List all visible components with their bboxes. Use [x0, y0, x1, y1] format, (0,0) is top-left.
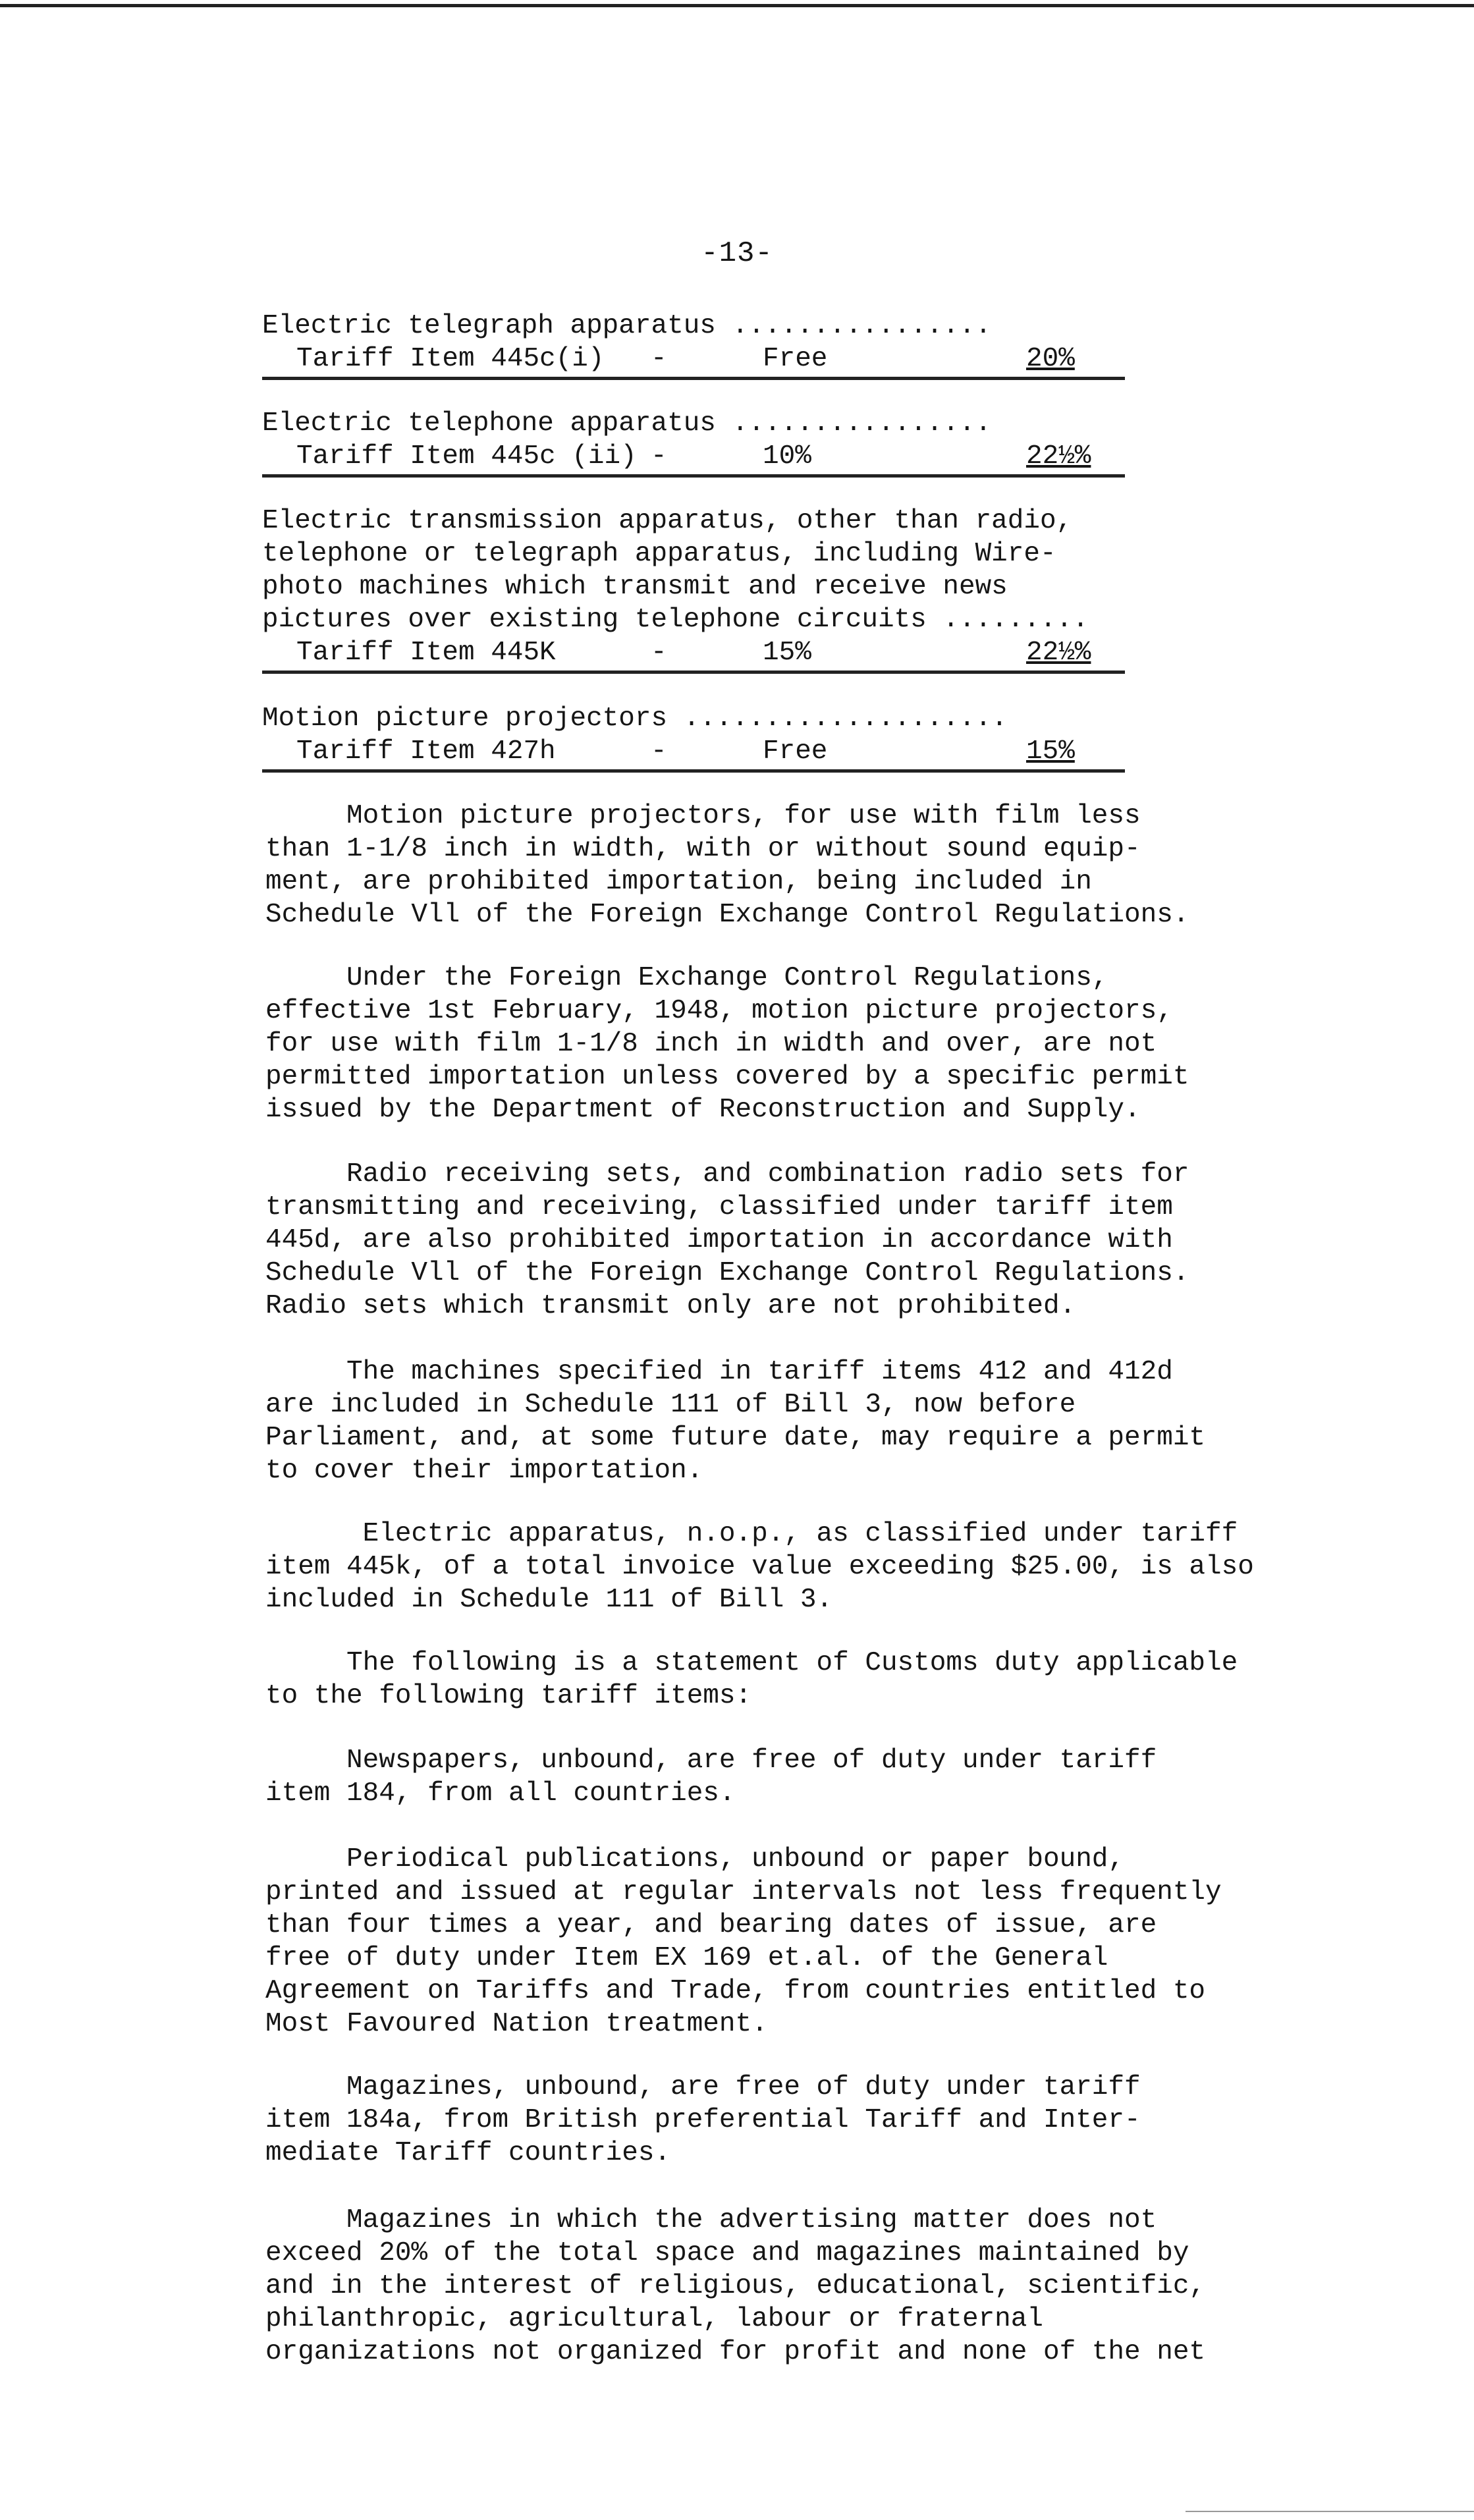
tariff-row [262, 342, 1125, 380]
page-number: -13- [701, 237, 773, 270]
paragraph-line: Under the Foreign Exchange Control Regulations, [265, 963, 1108, 993]
paragraph-line: 445d, are also prohibited importation in accordance with [265, 1225, 1173, 1255]
paragraph-line: permitted importation unless covered by a specific permit [265, 1062, 1189, 1092]
paragraph-line: to the following tariff items: [265, 1681, 752, 1711]
tariff-rate-preferential: 10% [763, 441, 811, 472]
paragraph-line: ment, are prohibited importation, being included in [265, 867, 1092, 897]
paragraph-electric-apparatus [265, 1518, 1293, 1616]
tariff-block-projectors [262, 702, 1125, 773]
tariff-rate-general: 22½% [1026, 441, 1091, 472]
tariff-block-transmission [262, 505, 1125, 674]
tariff-row [262, 440, 1125, 478]
paragraph-line: exceed 20% of the total space and magazines maintained by [265, 2238, 1189, 2268]
paragraph-projectors-prohibited [265, 800, 1293, 931]
paragraph-foreign-exchange [265, 962, 1293, 1126]
tariff-description-line: photo machines which transmit and receive news [262, 572, 1008, 602]
tariff-dash: - [651, 441, 667, 472]
paragraph-periodicals [265, 1843, 1293, 2041]
paragraph-line: Schedule Vll of the Foreign Exchange Control Regulations. [265, 900, 1189, 930]
paragraph-magazines-unbound [265, 2071, 1293, 2170]
tariff-dash: - [651, 344, 667, 374]
paragraph-line: Magazines in which the advertising matter does not [265, 2205, 1157, 2235]
tariff-dash: - [651, 736, 667, 767]
paragraph-line: to cover their importation. [265, 1456, 703, 1486]
paragraph-statement-intro [265, 1647, 1293, 1712]
tariff-rate-general: 15% [1026, 736, 1075, 767]
paragraph-line: Electric apparatus, n.o.p., as classified under tariff [265, 1519, 1238, 1549]
tariff-dash: - [651, 638, 667, 668]
tariff-description-line: Electric telephone apparatus ................ [262, 408, 992, 439]
paragraph-line: Parliament, and, at some future date, may require a permit [265, 1423, 1206, 1453]
paragraph-line: Most Favoured Nation treatment. [265, 2009, 768, 2039]
tariff-rate-preferential: Free [763, 344, 828, 374]
tariff-rate-preferential: 15% [763, 638, 811, 668]
paragraph-line: Schedule Vll of the Foreign Exchange Control Regulations. [265, 1258, 1189, 1288]
tariff-item-label: Tariff Item 427h [296, 736, 556, 767]
tariff-rate-preferential: Free [763, 736, 828, 767]
paragraph-line: organizations not organized for profit and none of the net [265, 2337, 1206, 2367]
paragraph-line: printed and issued at regular intervals not less frequently [265, 1877, 1222, 1907]
tariff-item-label: Tariff Item 445c (ii) [296, 441, 637, 472]
paragraph-line: than 1-1/8 inch in width, with or without sound equip- [265, 834, 1141, 864]
paragraph-line: The following is a statement of Customs duty applicable [265, 1648, 1238, 1678]
paragraph-line: and in the interest of religious, educational, scientific, [265, 2271, 1206, 2301]
paragraph-line: philanthropic, agricultural, labour or fraternal [265, 2304, 1043, 2334]
paragraph-machines [265, 1356, 1293, 1487]
tariff-rate-general: 20% [1026, 344, 1075, 374]
paragraph-line: included in Schedule 111 of Bill 3. [265, 1585, 833, 1615]
paragraph-line: Agreement on Tariffs and Trade, from countries entitled to [265, 1976, 1206, 2006]
paragraph-line: The machines specified in tariff items 412 and 412d [265, 1357, 1173, 1387]
top-edge-rule [0, 4, 1474, 7]
paragraph-line: free of duty under Item EX 169 et.al. of the General [265, 1943, 1108, 1973]
tariff-description-line: Electric transmission apparatus, other than radio, [262, 506, 1073, 536]
paragraph-line: Periodical publications, unbound or paper bound, [265, 1844, 1125, 1875]
paragraph-line: item 445k, of a total invoice value exceeding $25.00, is also [265, 1552, 1254, 1582]
tariff-description-line: Electric telegraph apparatus ................ [262, 311, 992, 341]
tariff-item-label: Tariff Item 445K [296, 638, 556, 668]
paragraph-line: mediate Tariff countries. [265, 2138, 671, 2168]
tariff-block-telephone [262, 407, 1125, 478]
tariff-block-telegraph [262, 310, 1125, 380]
paragraph-line: Magazines, unbound, are free of duty under tariff [265, 2072, 1141, 2102]
tariff-description-line: Motion picture projectors .................... [262, 703, 1008, 734]
paragraph-line: Radio receiving sets, and combination radio sets for [265, 1159, 1189, 1190]
paragraph-line: are included in Schedule 111 of Bill 3, now before [265, 1390, 1076, 1420]
paragraph-line: Newspapers, unbound, are free of duty under tariff [265, 1745, 1157, 1776]
bottom-edge-rule [1186, 2511, 1474, 2512]
paragraph-line: Radio sets which transmit only are not prohibited. [265, 1291, 1076, 1321]
paragraph-magazines-advertising [265, 2204, 1293, 2369]
paragraph-line: issued by the Department of Reconstruction and Supply. [265, 1095, 1141, 1125]
paragraph-line: transmitting and receiving, classified under tariff item [265, 1192, 1173, 1222]
paragraph-line: than four times a year, and bearing dates of issue, are [265, 1910, 1157, 1940]
paragraph-line: for use with film 1-1/8 inch in width and over, are not [265, 1029, 1157, 1059]
tariff-item-label: Tariff Item 445c(i) [296, 344, 605, 374]
tariff-description-line: telephone or telegraph apparatus, including Wire- [262, 539, 1056, 569]
tariff-row [262, 735, 1125, 773]
paragraph-line: item 184a, from British preferential Tariff and Inter- [265, 2105, 1141, 2135]
paragraph-line: effective 1st February, 1948, motion picture projectors, [265, 996, 1173, 1026]
paragraph-line: Motion picture projectors, for use with film less [265, 801, 1141, 831]
tariff-row [262, 636, 1125, 674]
tariff-rate-general: 22½% [1026, 638, 1091, 668]
paragraph-line: item 184, from all countries. [265, 1778, 736, 1809]
paragraph-newspapers [265, 1744, 1293, 1810]
paragraph-radio-sets [265, 1158, 1293, 1323]
tariff-description-line: pictures over existing telephone circuits ......... [262, 605, 1089, 635]
